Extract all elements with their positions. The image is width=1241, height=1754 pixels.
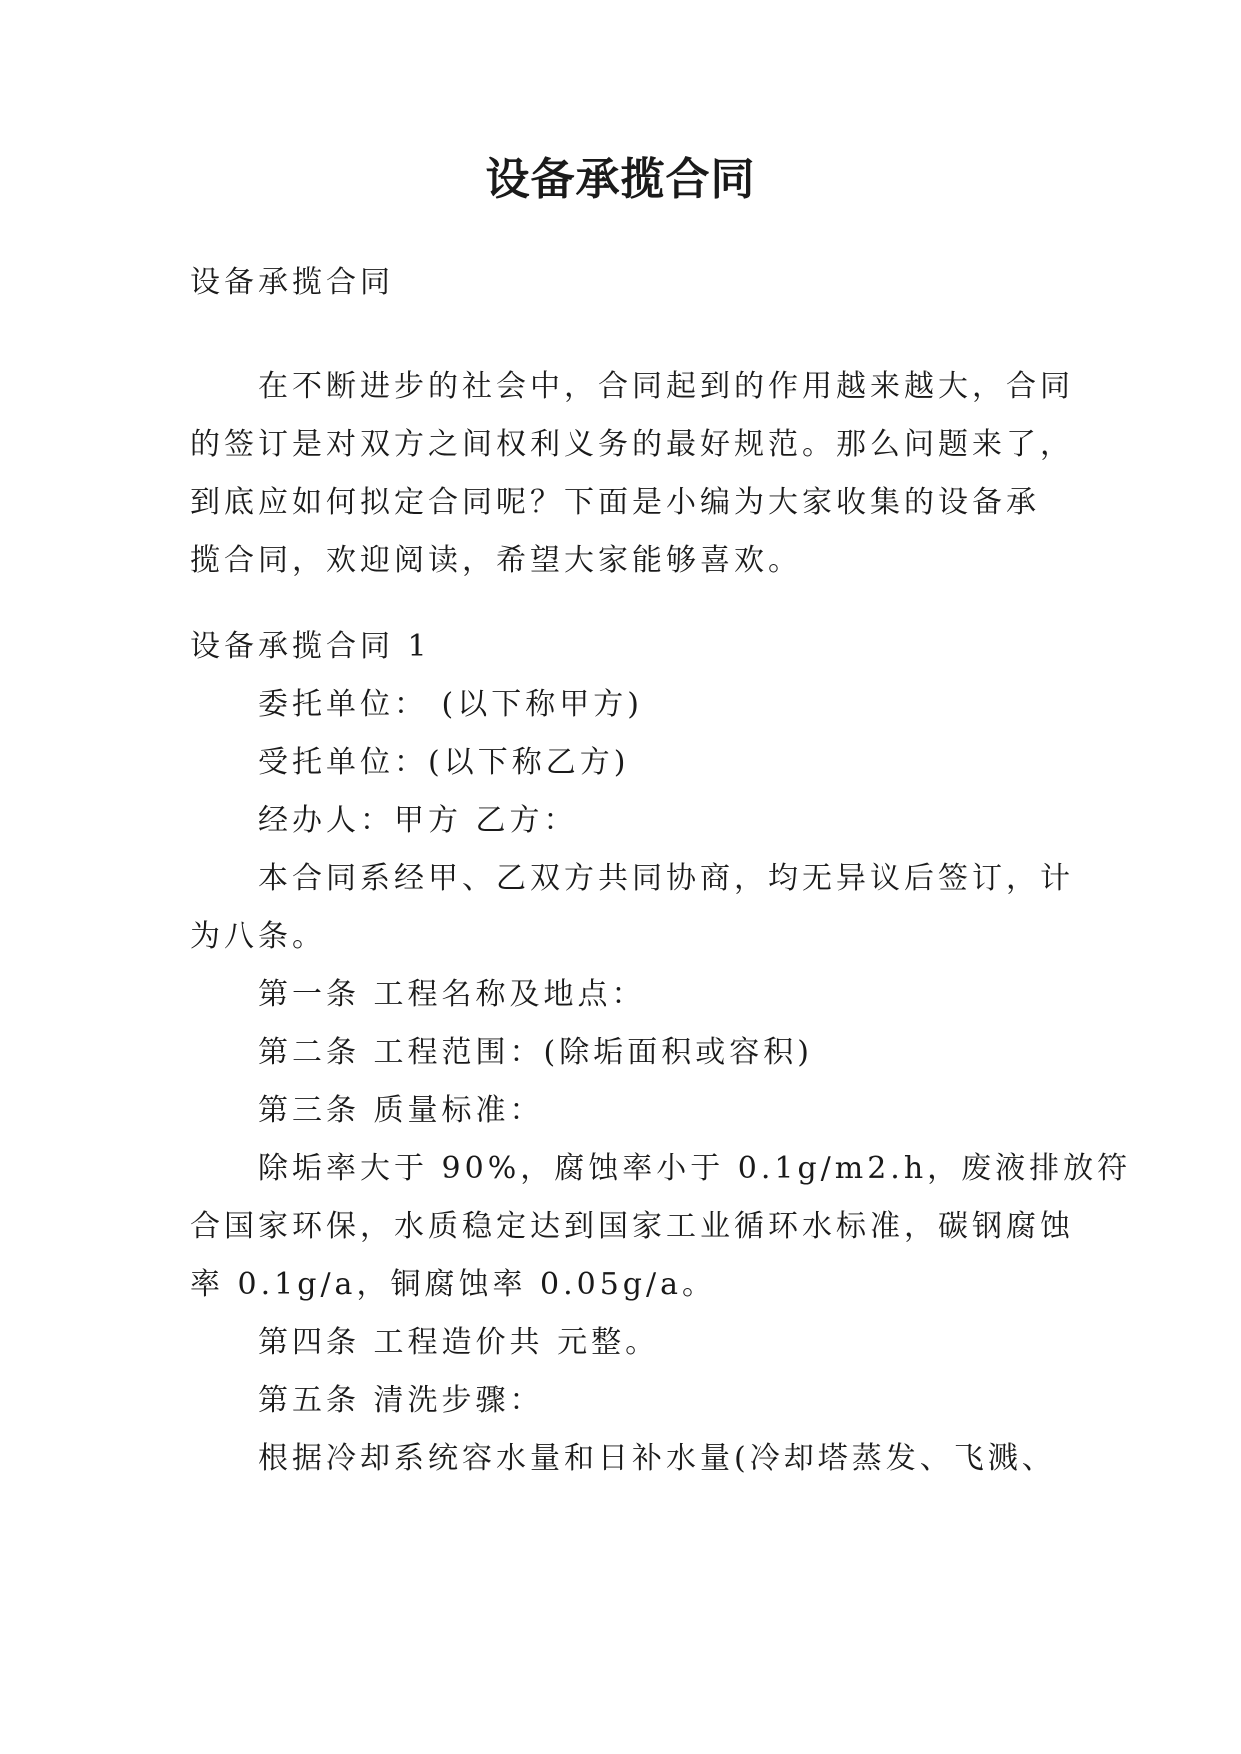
intro-line: 的签订是对双方之间权利义务的最好规范。那么问题来了，: [190, 427, 1074, 462]
contract-line: 受托单位：(以下称乙方): [258, 745, 630, 780]
contract-lines: [190, 676, 1132, 1488]
contract-line: 根据冷却系统容水量和日补水量(冷却塔蒸发、飞溅、: [258, 1441, 1056, 1476]
subtitle-line: 设备承揽合同: [190, 265, 394, 300]
section-heading: 设备承揽合同 1: [190, 629, 431, 664]
contract-line: 第三条 质量标准：: [258, 1093, 544, 1128]
contract-line: 委托单位： (以下称甲方): [258, 687, 643, 722]
contract-line: 率 0.1g/a，铜腐蚀率 0.05g/a。: [190, 1267, 716, 1302]
contract-line: 第五条 清洗步骤：: [258, 1383, 544, 1418]
intro-line: 揽合同，欢迎阅读，希望大家能够喜欢。: [190, 543, 802, 578]
contract-section: [190, 618, 1132, 1488]
contract-line: 除垢率大于 90%，腐蚀率小于 0.1g/m2.h，废液排放符: [258, 1151, 1132, 1186]
intro-line: 在不断进步的社会中，合同起到的作用越来越大，合同: [258, 369, 1074, 404]
contract-line: 经办人：甲方 乙方：: [258, 803, 578, 838]
contract-line: 本合同系经甲、乙双方共同协商，均无异议后签订，计: [258, 861, 1074, 896]
document-title: 设备承揽合同: [485, 154, 756, 205]
contract-line: 第四条 工程造价共 元整。: [258, 1325, 660, 1360]
intro-paragraph: [190, 358, 1074, 590]
intro-line: 到底应如何拟定合同呢？下面是小编为大家收集的设备承: [190, 485, 1040, 520]
contract-line: 为八条。: [190, 919, 326, 954]
contract-line: 第二条 工程范围：(除垢面积或容积): [258, 1035, 813, 1070]
contract-line: 第一条 工程名称及地点：: [258, 977, 646, 1012]
contract-line: 合国家环保，水质稳定达到国家工业循环水标准，碳钢腐蚀: [190, 1209, 1074, 1244]
document-subtitle: [190, 254, 1070, 312]
